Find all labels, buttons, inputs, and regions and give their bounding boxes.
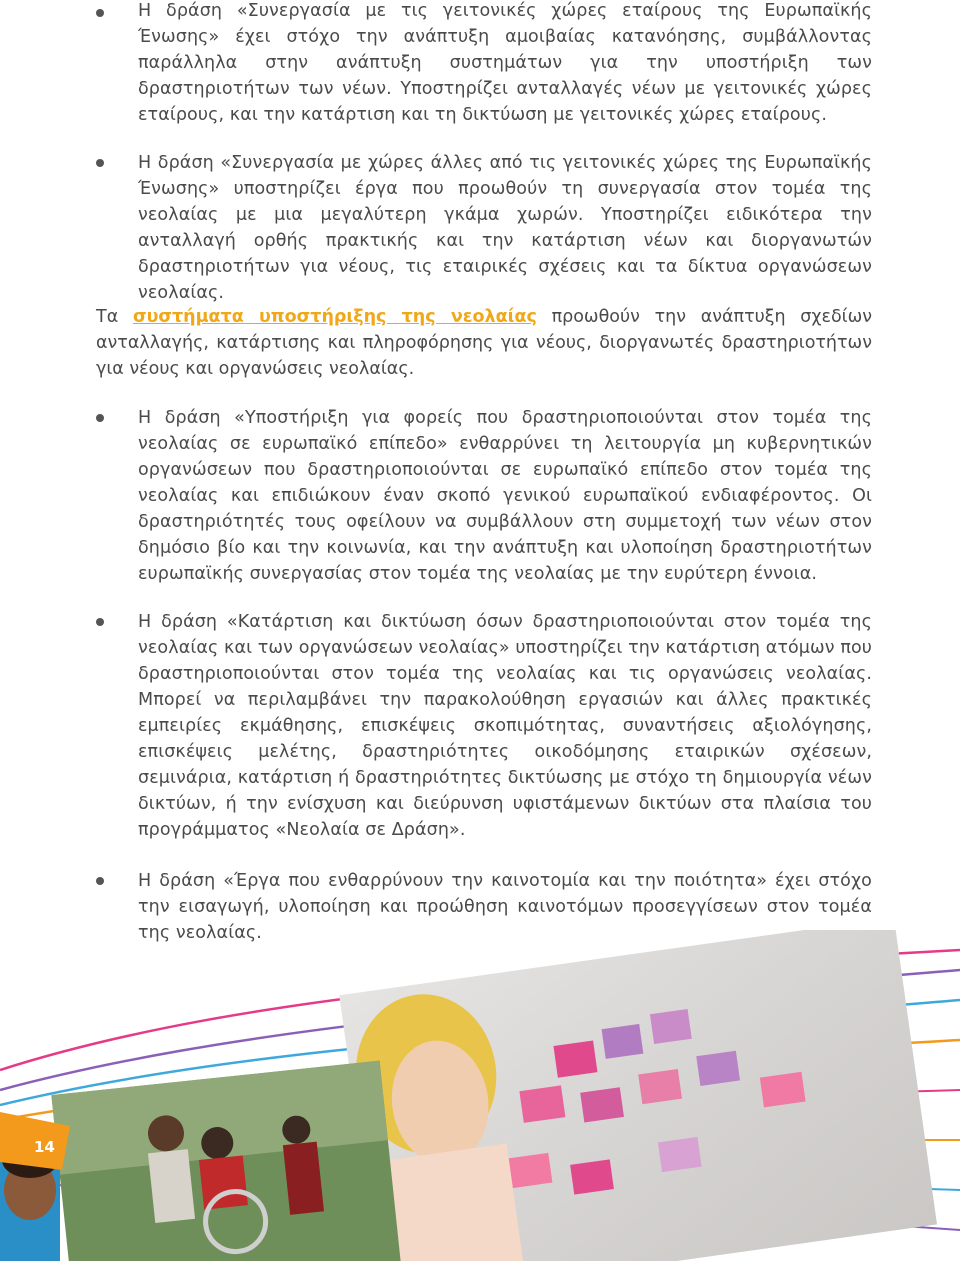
- photo-collage: [0, 930, 960, 1261]
- bullet-text: Η δράση «Υποστήριξη για φορείς που δραστηριοποιούνται στον τομέα της νεολαίας σε ευρωπαϊκό επίπεδο» ενθαρρύνει τη λειτουργία μη κυβερνητικών οργανώσεων που δραστηριοποιούνται σε ευρωπαϊκό επίπεδο στον τομέα της νεολαίας και επιδιώκουν έναν σκοπό γενικού ευρωπαϊκού ενδιαφέροντος. Οι δραστηριότητές τους οφείλουν να συμβάλλουν στη συμμετοχή των νέων στον δημόσιο βίο και την κοινωνία, και την ανάπτυξη και υλοποίηση δραστηριοτήτων ευρωπαϊκής συνεργασίας στον τομέα της νεολαίας με την ευρύτερη έννοια.: [138, 408, 872, 584]
- paragraph-suffix: προωθούν την ανάπτυξη σχεδίων ανταλλαγής, κατάρτισης και πληροφόρησης για νέους, διοργανωτές δραστηριοτήτων για νέους και οργανώσεις νεολαίας.: [96, 307, 872, 379]
- support-systems-paragraph: [96, 304, 872, 382]
- bullet-dot: [96, 9, 104, 17]
- page-number: 14: [34, 1138, 55, 1156]
- bullet-text: Η δράση «Κατάρτιση και δικτύωση όσων δραστηριοποιούνται στον τομέα της νεολαίας και των οργανώσεων νεολαίας» υποστηρίζει την κατάρτιση ατόμων που δραστηριοποιούνται στον τομέα της νεολαίας και τις οργανώσεις νεολαίας. Μπορεί να περιλαμβάνει την παρακολούθηση εργασιών και άλλες πρακτικές εμπειρίες εκμάθησης, επισκέψεις σκοπιμότητας, συναντήσεις αξιολόγησης, επισκέψεις μελέτης, δραστηριότητες οικοδόμησης εταιρικών σχέσεων, σεμινάρια, κατάρτιση ή δραστηριότητες δικτύωσης με στόχο τη δημιουργία νέων δικτύων, ή την ενίσχυση και διεύρυνση υφιστάμενων δικτύων στα πλαίσια του προγράμματος «Νεολαία σε Δράση».: [138, 612, 872, 840]
- workshop-photo: [339, 930, 937, 1261]
- bullet-text: Η δράση «Συνεργασία με τις γειτονικές χώρες εταίρους της Ευρωπαϊκής Ένωσης» έχει στόχο την ανάπτυξη αμοιβαίας κατανόησης, συμβάλλοντας παράλληλα στην ανάπτυξη συστημάτων για την υποστήριξη των δραστηριοτήτων των νέων. Υποστηρίζει ανταλλαγές νέων με γειτονικές χώρες εταίρους, και την κατάρτιση και τη δικτύωση με γειτονικές χώρες εταίρους.: [138, 1, 872, 125]
- bullet-dot: [96, 414, 104, 422]
- bullet-text: Η δράση «Έργα που ενθαρρύνουν την καινοτομία και την ποιότητα» έχει στόχο την εισαγωγή, υλοποίηση και προώθηση καινοτόμων προσεγγίσεων στον τομέα της νεολαίας.: [138, 871, 872, 943]
- bullet-dot: [96, 159, 104, 167]
- bullet-dot: [96, 618, 104, 626]
- bullet-text: Η δράση «Συνεργασία με χώρες άλλες από τις γειτονικές χώρες της Ευρωπαϊκής Ένωσης» υποστηρίζει έργα που προωθούν τη συνεργασία στον τομέα της νεολαίας με μια μεγαλύτερη γκάμα χωρών. Υποστηρίζει ειδικότερα την ανταλλαγή ορθής πρακτικής και την κατάρτιση νέων και διοργανωτών δραστηριοτήτων για νέους, τις εταιρικές σχέσεις και τα δίκτυα οργανώσεων νεολαίας.: [138, 153, 872, 303]
- paragraph-highlight: συστήματα υποστήριξης της νεολαίας: [132, 307, 537, 327]
- bullet-dot: [96, 877, 104, 885]
- paragraph-prefix: Τα: [96, 307, 133, 327]
- group-photo: [51, 1061, 401, 1261]
